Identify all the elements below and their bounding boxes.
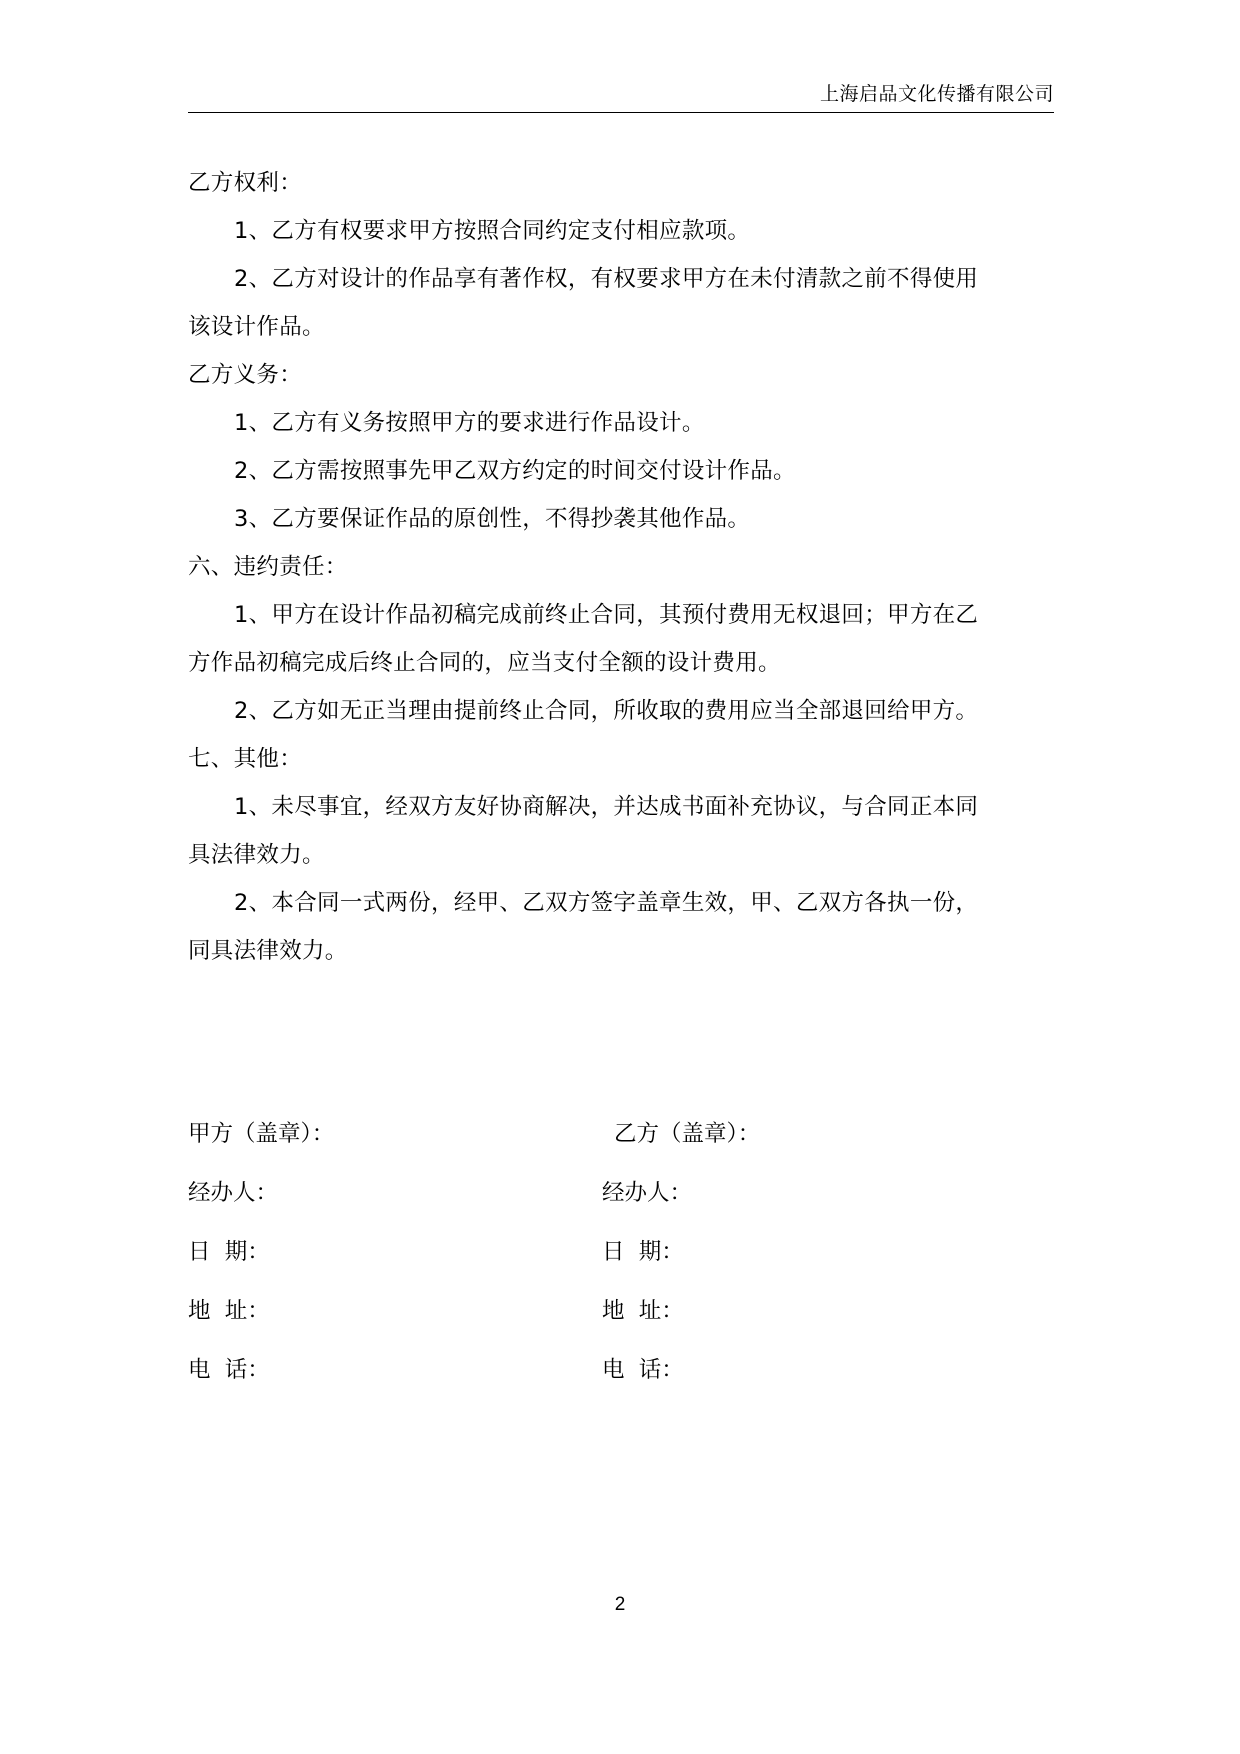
contract-body [188, 159, 1054, 975]
party-a-seal-label: 甲方（盖章）： [188, 1121, 335, 1147]
page-number: 2 [614, 1594, 626, 1615]
clause-line: 2、乙方对设计的作品享有著作权，有权要求甲方在未付清款之前不得使用 [234, 266, 979, 292]
section-heading: 乙方权利： [188, 170, 303, 196]
party-b-date-label: 日 期： [602, 1239, 684, 1265]
party-b-agent-label: 经办人： [602, 1180, 693, 1206]
party-a-agent-label: 经办人： [188, 1180, 279, 1206]
party-b-phone-label: 电 话： [602, 1357, 684, 1383]
signature-row-seal [188, 1110, 1054, 1169]
clause-continuation: 具法律效力。 [188, 842, 325, 868]
signature-row-phone [188, 1346, 1054, 1405]
party-b-seal-label: 乙方（盖章）： [614, 1121, 761, 1147]
clause-line: 2、乙方需按照事先甲乙双方约定的时间交付设计作品。 [234, 458, 796, 484]
signature-row-date [188, 1228, 1054, 1287]
clause-line: 1、乙方有义务按照甲方的要求进行作品设计。 [234, 410, 705, 436]
clause-line: 1、未尽事宜，经双方友好协商解决，并达成书面补充协议，与合同正本同 [234, 794, 979, 820]
section-heading: 七、其他： [188, 746, 303, 772]
section-heading: 六、违约责任： [188, 554, 348, 580]
clause-continuation: 同具法律效力。 [188, 938, 348, 964]
party-b-address-label: 地 址： [602, 1298, 684, 1324]
clause-continuation: 方作品初稿完成后终止合同的，应当支付全额的设计费用。 [188, 650, 781, 676]
party-a-date-label: 日 期： [188, 1239, 270, 1265]
header-company-name: 上海启品文化传播有限公司 [819, 83, 1054, 105]
signature-row-agent [188, 1169, 1054, 1228]
section-heading: 乙方义务： [188, 362, 303, 388]
clause-line: 2、乙方如无正当理由提前终止合同，所收取的费用应当全部退回给甲方。 [234, 698, 979, 724]
party-a-phone-label: 电 话： [188, 1357, 270, 1383]
clause-continuation: 该设计作品。 [188, 314, 325, 340]
clause-line: 2、本合同一式两份，经甲、乙双方签字盖章生效，甲、乙双方各执一份， [234, 890, 979, 916]
signature-block [188, 1110, 1054, 1405]
clause-line: 1、甲方在设计作品初稿完成前终止合同，其预付费用无权退回；甲方在乙 [234, 602, 979, 628]
clause-line: 1、乙方有权要求甲方按照合同约定支付相应款项。 [234, 218, 751, 244]
party-a-address-label: 地 址： [188, 1298, 270, 1324]
page-header [188, 82, 1054, 113]
signature-row-address [188, 1287, 1054, 1346]
clause-line: 3、乙方要保证作品的原创性，不得抄袭其他作品。 [234, 506, 751, 532]
